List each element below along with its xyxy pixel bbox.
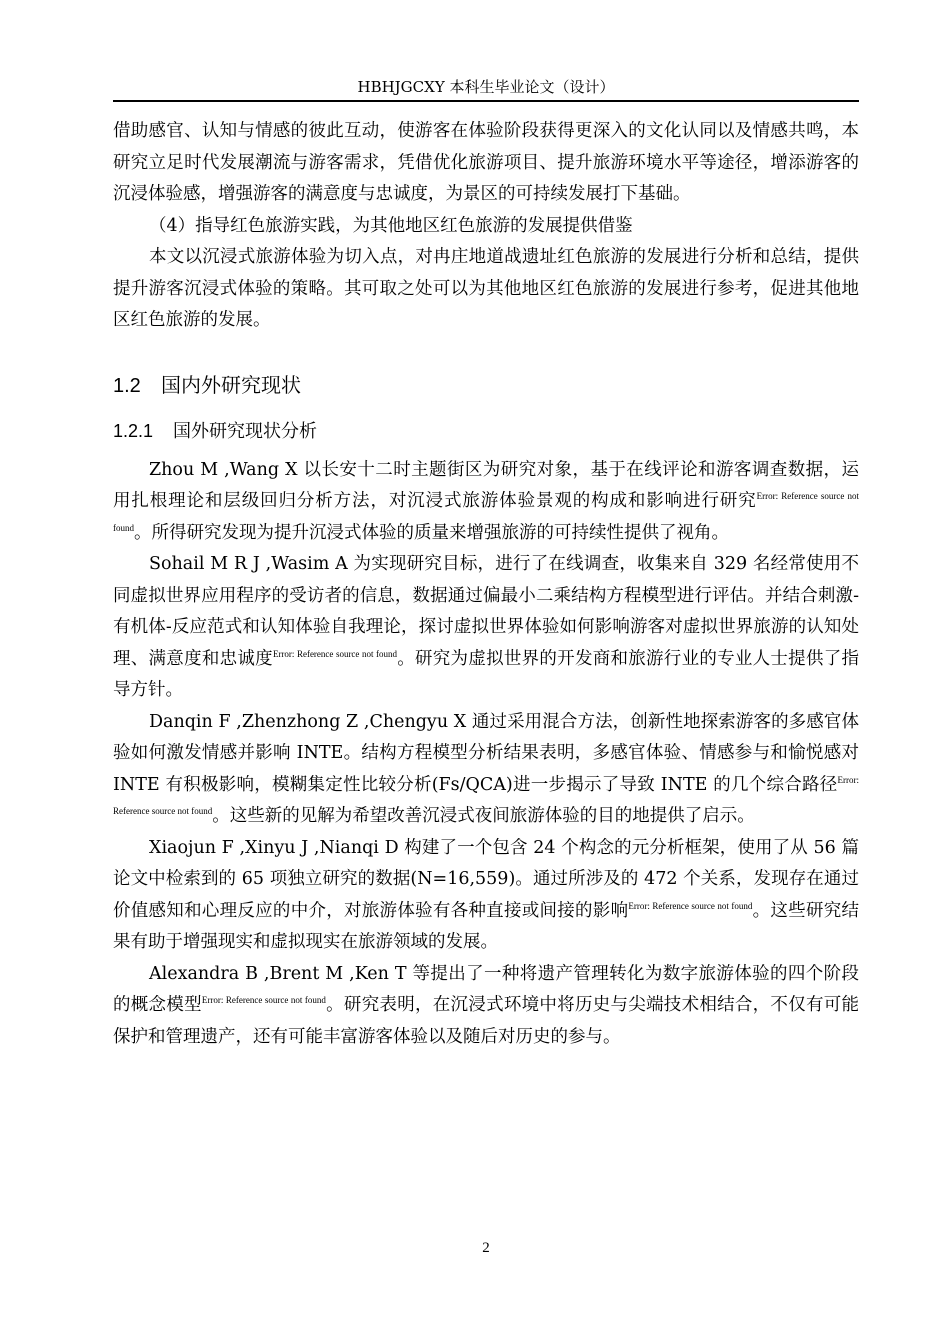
subsection-heading	[113, 414, 859, 449]
paragraph-text: 。研究表明，在沉浸式环境中将历史与尖端技术相结合，不仅有可能保护和管理遗产，还有可能丰富游客体验以及随后对历史的参与。	[113, 995, 860, 1047]
page-number: 2	[482, 1240, 490, 1256]
paragraph-text: Alexandra B ,Brent M ,Ken T 等提出了一种将遗产管理转化为数字旅游体验的四个阶段的概念模型	[113, 963, 859, 1015]
paragraph	[113, 959, 859, 1054]
reference-error: Error: Reference source not found	[628, 900, 753, 911]
paragraph-text: 。这些新的见解为希望改善沉浸式夜间旅游体验的目的地提供了启示。	[212, 806, 755, 826]
paragraph-text: 。所得研究发现为提升沉浸式体验的质量来增强旅游的可持续性提供了视角。	[134, 522, 729, 543]
paragraph-text: Zhou M ,Wang X 以长安十二时主题街区为研究对象，基于在线评论和游客调查数据，运用扎根理论和层级回归分析方法，对沉浸式旅游体验景观的构成和影响进行研究	[113, 459, 859, 511]
paragraph-text: Xiaojun F ,Xinyu J ,Nianqi D 构建了一个包含 24 个构念的元分析框架，使用了从 56 篇论文中检索到的 65 项独立研究的数据(N=16,559)。通过所涉及的 472 个关系，发现存在通过价值感知和心理反应的中介，对旅游体验有各种直接或间接的影响	[113, 837, 859, 921]
paragraph-text: Danqin F ,Zhenzhong Z ,Chengyu X 通过采用混合方法，创新性地探索游客的多感官体验如何激发情感并影响 INTE。结构方程模型分析结果表明，多感官体验、情感参与和愉悦感对 INTE 有积极影响，模糊集定性比较分析(Fs/QCA)进一步揭示了导致 INTE 的几个综合路径	[113, 711, 859, 795]
paragraph: 借助感官、认知与情感的彼此互动，使游客在体验阶段获得更深入的文化认同以及情感共鸣，本研究立足时代发展潮流与游客需求，凭借优化旅游项目、提升旅游环境水平等途径，增添游客的沉浸体验感，增强游客的满意度与忠诚度，为景区的可持续发展打下基础。	[113, 121, 859, 204]
reference-error: Error: Reference source not found	[113, 491, 860, 533]
paragraph-text: 。这些研究结果有助于增强现实和虚拟现实在旅游领域的发展。	[113, 900, 859, 952]
reference-error: Error: Reference source not found	[201, 995, 326, 1005]
list-item-heading: （4）指导红色旅游实践，为其他地区红色旅游的发展提供借鉴	[149, 215, 633, 236]
section-title: 国内外研究现状	[161, 372, 301, 397]
running-header: HBHJGCXY 本科生毕业论文（设计）	[357, 78, 615, 96]
header-rule	[113, 100, 859, 102]
paragraph-text: Sohail M R J ,Wasim A 为实现研究目标，进行了在线调查，收集来自 329 名经常使用不同虚拟世界应用程序的受访者的信息，数据通过偏最小二乘结构方程模型进行评估。并结合刺激-有机体-反应范式和认知体验自我理论，探讨虚拟世界体验如何影响游客对虚拟世界旅游的认知处理、满意度和忠诚度	[113, 554, 859, 669]
subsection-title: 国外研究现状分析	[173, 420, 317, 442]
page-body	[113, 116, 859, 1053]
reference-error: Error: Reference source not found	[113, 774, 859, 816]
paragraph	[113, 833, 859, 959]
paragraph: 本文以沉浸式旅游体验为切入点，对冉庄地道战遗址红色旅游的发展进行分析和总结，提供提升游客沉浸式体验的策略。其可取之处可以为其他地区红色旅游的发展进行参考，促进其他地区红色旅游的发展。	[113, 247, 859, 330]
subsection-number: 1.2.1	[113, 420, 154, 441]
reference-error: Error: Reference source not found	[272, 648, 397, 659]
paragraph	[113, 455, 859, 550]
paragraph	[113, 707, 859, 833]
section-number: 1.2	[113, 374, 141, 397]
paragraph-text: 。研究为虚拟世界的开发商和旅游行业的专业人士提供了指导方针。	[113, 648, 859, 700]
section-heading	[113, 367, 859, 404]
paragraph	[113, 549, 859, 707]
